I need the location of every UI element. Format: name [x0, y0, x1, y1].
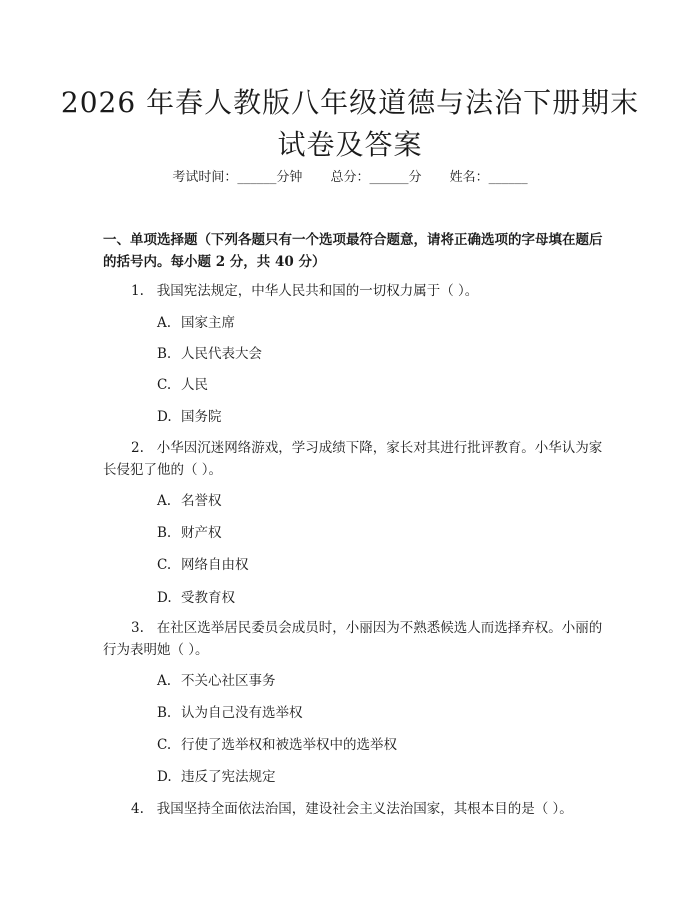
title-line-2: 试卷及答案 — [277, 128, 423, 161]
question-4: 4. 我国坚持全面依法治国，建设社会主义法治国家，其根本目的是（ ）。 — [131, 801, 573, 817]
question-1: 1. 我国宪法规定，中华人民共和国的一切权力属于（ ）。 — [131, 283, 479, 299]
question-2-option-b: B. 财产权 — [157, 525, 222, 541]
question-1-option-a: A. 国家主席 — [157, 315, 235, 331]
question-2-option-a: A. 名誉权 — [157, 493, 222, 509]
student-name: 姓名：______ — [449, 170, 528, 185]
question-3: 3. 在社区选举居民委员会成员时，小丽因为不熟悉候选人而选择弃权。小丽的行为表明她（ ）。 — [103, 620, 603, 658]
exam-info — [0, 168, 700, 188]
page-title — [0, 82, 700, 166]
question-1-option-c: C. 人民 — [157, 377, 208, 393]
exam-score: 总分：______分 — [330, 170, 422, 185]
question-2-option-d: D. 受教育权 — [157, 590, 235, 606]
question-1-option-b: B. 人民代表大会 — [157, 346, 262, 362]
question-2: 2. 小华因沉迷网络游戏，学习成绩下降，家长对其进行批评教育。小华认为家长侵犯了他的（ ）。 — [103, 440, 603, 478]
question-3-option-d: D. 违反了宪法规定 — [157, 769, 276, 785]
question-1-option-d: D. 国务院 — [157, 409, 222, 425]
question-3-option-c: C. 行使了选举权和被选举权中的选举权 — [157, 737, 397, 753]
question-2-option-c: C. 网络自由权 — [157, 557, 249, 573]
question-3-option-a: A. 不关心社区事务 — [157, 673, 276, 689]
exam-time: 考试时间：______分钟 — [172, 170, 303, 185]
question-3-option-b: B. 认为自己没有选举权 — [157, 705, 303, 721]
title-line-1: 2026 年春人教版八年级道德与法治下册期末 — [60, 86, 640, 119]
section-heading: 一、单项选择题（下列各题只有一个选项最符合题意，请将正确选项的字母填在题后的括号内。每小题 2 分，共 40 分） — [103, 232, 603, 270]
